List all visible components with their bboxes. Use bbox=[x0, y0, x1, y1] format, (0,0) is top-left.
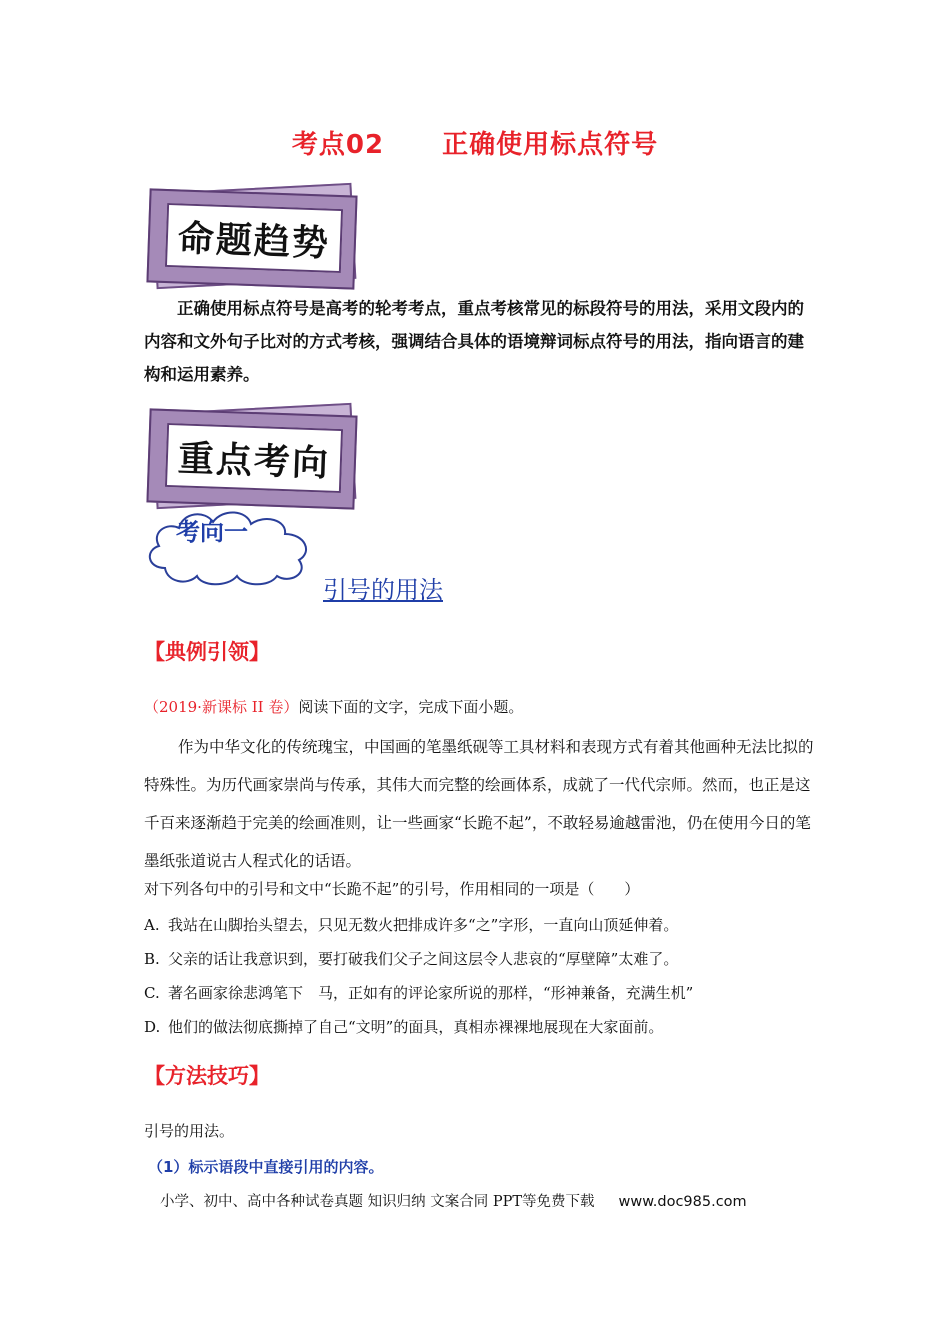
option-d: D. 他们的做法彻底撕掉了自己“文明”的面具，真相赤裸裸地展现在大家面前。 bbox=[144, 1018, 664, 1036]
example-source-line bbox=[144, 696, 523, 717]
method-line: 引号的用法。 bbox=[144, 1122, 235, 1140]
intro-paragraph: 正确使用标点符号是高考的轮考考点，重点考核常见的标段符号的用法，采用文段内的内容和文外句子比对的方式考核，强调结合具体的语境辩词标点符号的用法，指向语言的建构和运用素养。 bbox=[144, 299, 804, 384]
example-instruction: 阅读下面的文字，完成下面小题。 bbox=[298, 698, 524, 716]
banner-trend bbox=[148, 186, 358, 286]
banner-focus-label: 重点考向 bbox=[177, 437, 331, 485]
title-part2: 正确使用标点符号 bbox=[442, 130, 659, 160]
method-heading: 【方法技巧】 bbox=[144, 1064, 270, 1088]
direction-label: 考向一 bbox=[176, 518, 248, 546]
page-footer bbox=[160, 1190, 747, 1211]
option-a: A. 我站在山脚抬头望去，只见无数火把排成许多“之”字形，一直向山顶延伸着。 bbox=[144, 916, 679, 934]
banner-trend-label: 命题趋势 bbox=[177, 217, 331, 265]
option-b: B. 父亲的话让我意识到，要打破我们父子之间这层令人悲哀的“厚壁障”太难了。 bbox=[144, 950, 679, 968]
title-part1: 考点02 bbox=[291, 130, 385, 160]
example-heading: 【典例引领】 bbox=[144, 640, 270, 664]
footer-text: 小学、初中、高中各种试卷真题 知识归纳 文案合同 PPT等免费下载 bbox=[160, 1194, 595, 1210]
footer-url[interactable]: www.doc985.com bbox=[618, 1194, 747, 1210]
method-item-1: （1）标示语段中直接引用的内容。 bbox=[148, 1158, 384, 1176]
example-source: （2019·新课标 II 卷） bbox=[144, 698, 299, 716]
banner-focus bbox=[148, 406, 358, 506]
page-title bbox=[0, 124, 950, 161]
option-c: C. 著名画家徐悲鸿笔下 马，正如有的评论家所说的那样，“形神兼备，充满生机” bbox=[144, 984, 694, 1002]
example-passage: 作为中华文化的传统瑰宝，中国画的笔墨纸砚等工具材料和表现方式有着其他画种无法比拟的特殊性。为历代画家崇尚与传承，其伟大而完整的绘画体系，成就了一代代宗师。然而，也正是这千百来逐渐趋于完美的绘画准则，让一些画家“长跪不起”，不敢轻易逾越雷池，仍在使用今日的笔墨纸张道说古人程式化的话语。 bbox=[144, 738, 814, 870]
example-question: 对下列各句中的引号和文中“长跪不起”的引号，作用相同的一项是（ ） bbox=[144, 880, 640, 898]
direction-subtitle: 引号的用法 bbox=[323, 576, 443, 604]
